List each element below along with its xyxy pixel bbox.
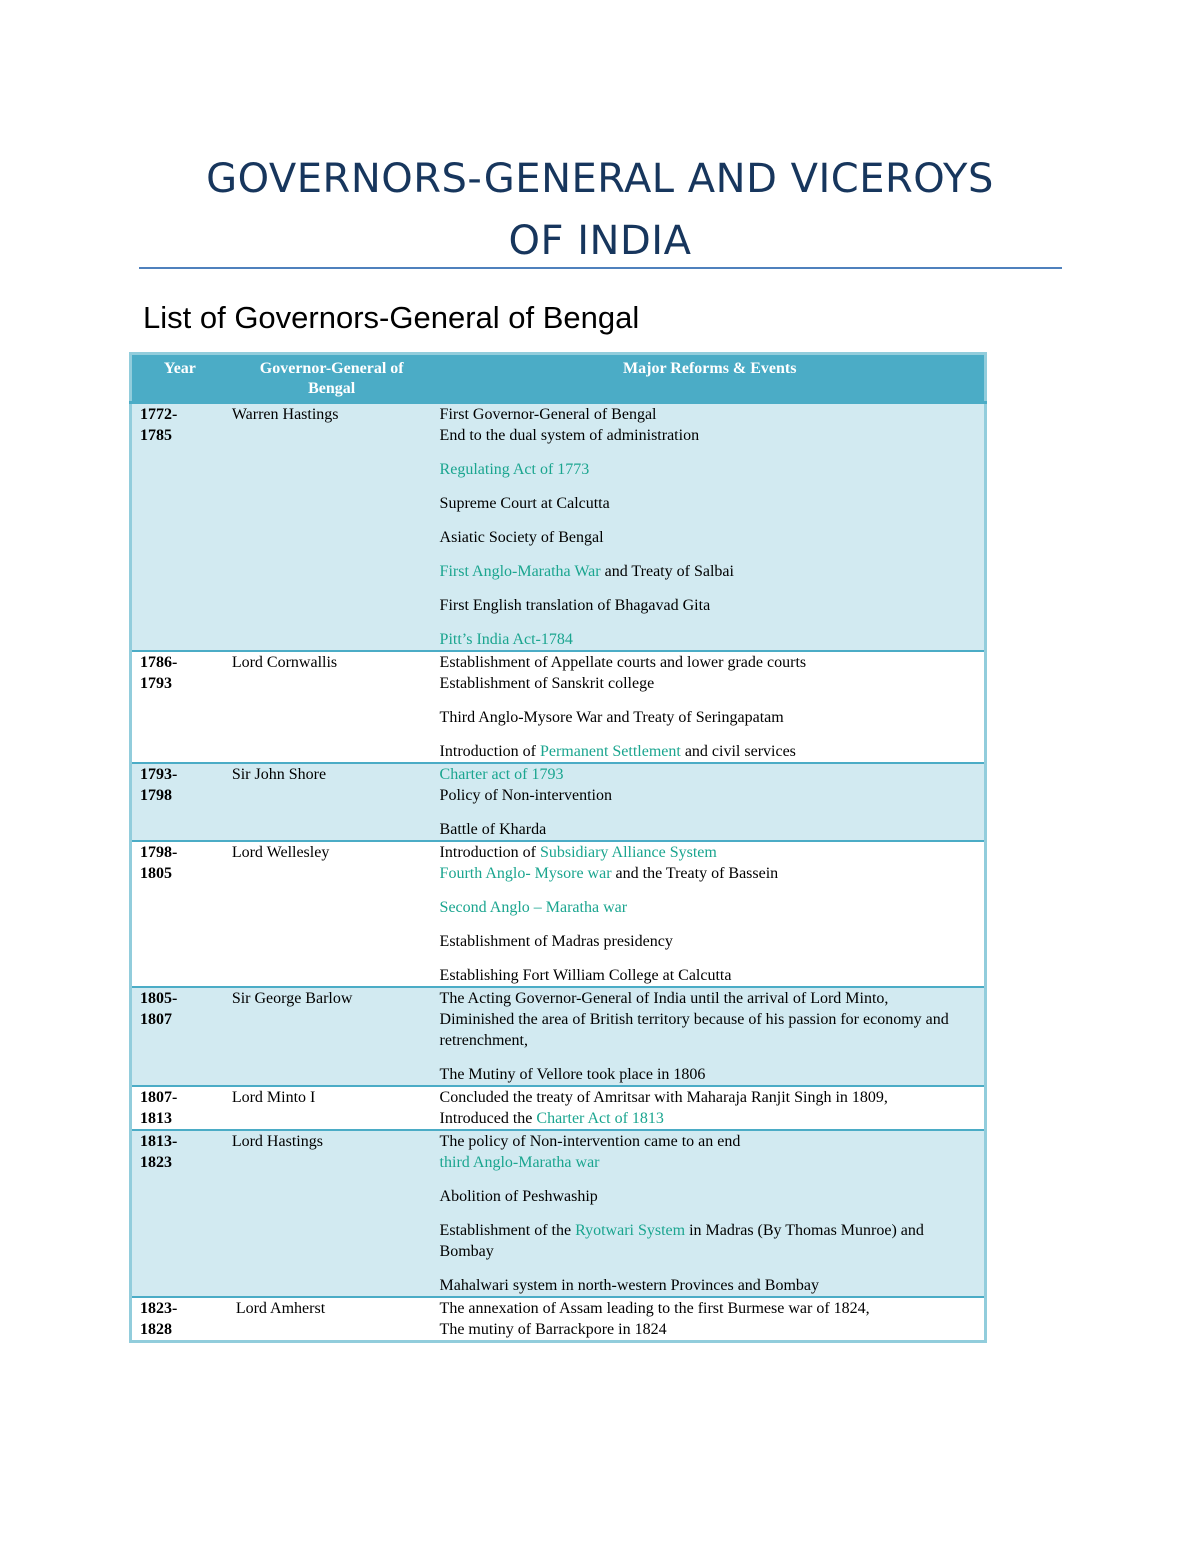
event-text: Abolition of Peshwaship bbox=[439, 1188, 598, 1205]
event-text: in Madras (By Thomas Munroe) and Bombay bbox=[439, 1222, 924, 1260]
event-link[interactable]: Permanent Settlement bbox=[539, 743, 681, 760]
event-link[interactable]: Second Anglo – Maratha war bbox=[439, 899, 628, 916]
event-text: Establishment of Madras presidency bbox=[439, 933, 673, 950]
event-text: The policy of Non-intervention came to an end bbox=[439, 1133, 741, 1150]
table-row bbox=[131, 987, 986, 1086]
event-item bbox=[440, 863, 980, 884]
event-text: Supreme Court at Calcutta bbox=[439, 495, 610, 512]
event-item bbox=[440, 673, 980, 694]
event-text: Battle of Kharda bbox=[439, 821, 547, 838]
event-text: End to the dual system of administration bbox=[439, 427, 700, 444]
row-year: 1805- 1807 bbox=[131, 987, 228, 1086]
row-governor: Lord Hastings bbox=[228, 1130, 436, 1297]
event-item bbox=[440, 493, 980, 514]
page-title-line-1: GOVERNORS-GENERAL AND VICEROYS bbox=[206, 156, 994, 202]
row-governor: Lord Minto I bbox=[228, 1086, 436, 1130]
event-item bbox=[440, 595, 980, 616]
row-year: 1813- 1823 bbox=[131, 1130, 228, 1297]
row-governor: Sir John Shore bbox=[228, 763, 436, 841]
table-header-row bbox=[131, 354, 986, 403]
event-item bbox=[440, 1319, 980, 1340]
row-governor: Sir George Barlow bbox=[228, 987, 436, 1086]
event-text: First English translation of Bhagavad Gita bbox=[439, 597, 711, 614]
row-year: 1793- 1798 bbox=[131, 763, 228, 841]
event-link[interactable]: Subsidiary Alliance System bbox=[539, 844, 717, 861]
row-governor: Warren Hastings bbox=[228, 403, 436, 652]
row-events bbox=[436, 1086, 986, 1130]
event-text: Establishment of Appellate courts and lower grade courts bbox=[439, 654, 807, 671]
row-events bbox=[436, 841, 986, 987]
event-item bbox=[440, 1064, 980, 1085]
event-text: and civil services bbox=[680, 743, 796, 760]
header-governor: Governor-General of Bengal bbox=[228, 354, 436, 403]
event-item bbox=[440, 1108, 980, 1129]
event-link[interactable]: Charter act of 1793 bbox=[439, 766, 564, 783]
event-item bbox=[440, 425, 980, 446]
event-item bbox=[440, 404, 980, 425]
event-item bbox=[440, 819, 980, 840]
event-text: Establishment of the bbox=[439, 1222, 576, 1239]
event-item bbox=[440, 527, 980, 548]
table-row bbox=[131, 1297, 986, 1342]
page-title bbox=[140, 148, 1060, 272]
event-text: The annexation of Assam leading to the first Burmese war of 1824, bbox=[439, 1300, 870, 1317]
event-link[interactable]: Regulating Act of 1773 bbox=[439, 461, 590, 478]
event-text: Establishing Fort William College at Calcutta bbox=[439, 967, 732, 984]
table-row bbox=[131, 403, 986, 652]
header-year: Year bbox=[131, 354, 228, 403]
row-governor: Lord Amherst bbox=[228, 1297, 436, 1342]
event-text: Mahalwari system in north-western Provinces and Bombay bbox=[439, 1277, 820, 1294]
event-text: Asiatic Society of Bengal bbox=[439, 529, 604, 546]
event-item bbox=[440, 1009, 980, 1051]
event-text: Diminished the area of British territory because of his passion for economy and retrenchment, bbox=[439, 1011, 949, 1049]
event-item bbox=[440, 1087, 980, 1108]
row-year: 1786- 1793 bbox=[131, 651, 228, 763]
event-item bbox=[440, 561, 980, 582]
title-divider bbox=[139, 267, 1062, 269]
row-events bbox=[436, 987, 986, 1086]
event-link[interactable]: Fourth Anglo- Mysore war bbox=[439, 865, 612, 882]
row-events bbox=[436, 1297, 986, 1342]
header-events: Major Reforms & Events bbox=[436, 354, 986, 403]
event-link[interactable]: Charter Act of 1813 bbox=[536, 1110, 664, 1127]
event-text: First Governor-General of Bengal bbox=[439, 406, 657, 423]
event-item bbox=[440, 652, 980, 673]
event-text: Introduction of bbox=[439, 743, 540, 760]
event-item bbox=[440, 931, 980, 952]
section-heading: List of Governors-General of Bengal bbox=[143, 300, 640, 335]
event-item bbox=[440, 629, 980, 650]
event-item bbox=[440, 459, 980, 480]
row-year: 1772- 1785 bbox=[131, 403, 228, 652]
event-text: Introduction of bbox=[439, 844, 540, 861]
event-text: and Treaty of Salbai bbox=[600, 563, 734, 580]
event-text: Policy of Non-intervention bbox=[439, 787, 612, 804]
row-governor: Lord Wellesley bbox=[228, 841, 436, 987]
row-events bbox=[436, 763, 986, 841]
event-text: and the Treaty of Bassein bbox=[611, 865, 779, 882]
event-text: The Acting Governor-General of India until the arrival of Lord Minto, bbox=[439, 990, 889, 1007]
event-text: Introduced the bbox=[439, 1110, 537, 1127]
event-item bbox=[440, 1275, 980, 1296]
table-row bbox=[131, 841, 986, 987]
event-item bbox=[440, 741, 980, 762]
event-item bbox=[440, 988, 980, 1009]
event-text: The Mutiny of Vellore took place in 1806 bbox=[439, 1066, 706, 1083]
table-row bbox=[131, 763, 986, 841]
event-item bbox=[440, 897, 980, 918]
event-link[interactable]: third Anglo-Maratha war bbox=[439, 1154, 600, 1171]
table-row bbox=[131, 1130, 986, 1297]
table-row bbox=[131, 1086, 986, 1130]
row-events bbox=[436, 1130, 986, 1297]
event-item bbox=[440, 842, 980, 863]
event-text: The mutiny of Barrackpore in 1824 bbox=[439, 1321, 667, 1338]
page-title-line-2: OF INDIA bbox=[508, 218, 692, 264]
row-year: 1823- 1828 bbox=[131, 1297, 228, 1342]
event-item bbox=[440, 1131, 980, 1152]
event-text: Third Anglo-Mysore War and Treaty of Seringapatam bbox=[439, 709, 784, 726]
row-events bbox=[436, 403, 986, 652]
event-item bbox=[440, 1152, 980, 1173]
governors-table bbox=[129, 352, 987, 1343]
event-text: Concluded the treaty of Amritsar with Maharaja Ranjit Singh in 1809, bbox=[439, 1089, 888, 1106]
event-item bbox=[440, 1298, 980, 1319]
event-item bbox=[440, 1186, 980, 1207]
event-link[interactable]: Pitt’s India Act-1784 bbox=[439, 631, 573, 648]
event-item bbox=[440, 707, 980, 728]
event-text: Establishment of Sanskrit college bbox=[439, 675, 655, 692]
table-row bbox=[131, 651, 986, 763]
row-events bbox=[436, 651, 986, 763]
event-item bbox=[440, 764, 980, 785]
event-link[interactable]: Ryotwari System bbox=[575, 1222, 686, 1239]
event-item bbox=[440, 785, 980, 806]
row-year: 1798- 1805 bbox=[131, 841, 228, 987]
row-year: 1807- 1813 bbox=[131, 1086, 228, 1130]
event-item bbox=[440, 965, 980, 986]
event-link[interactable]: First Anglo-Maratha War bbox=[439, 563, 601, 580]
row-governor: Lord Cornwallis bbox=[228, 651, 436, 763]
event-item bbox=[440, 1220, 980, 1262]
